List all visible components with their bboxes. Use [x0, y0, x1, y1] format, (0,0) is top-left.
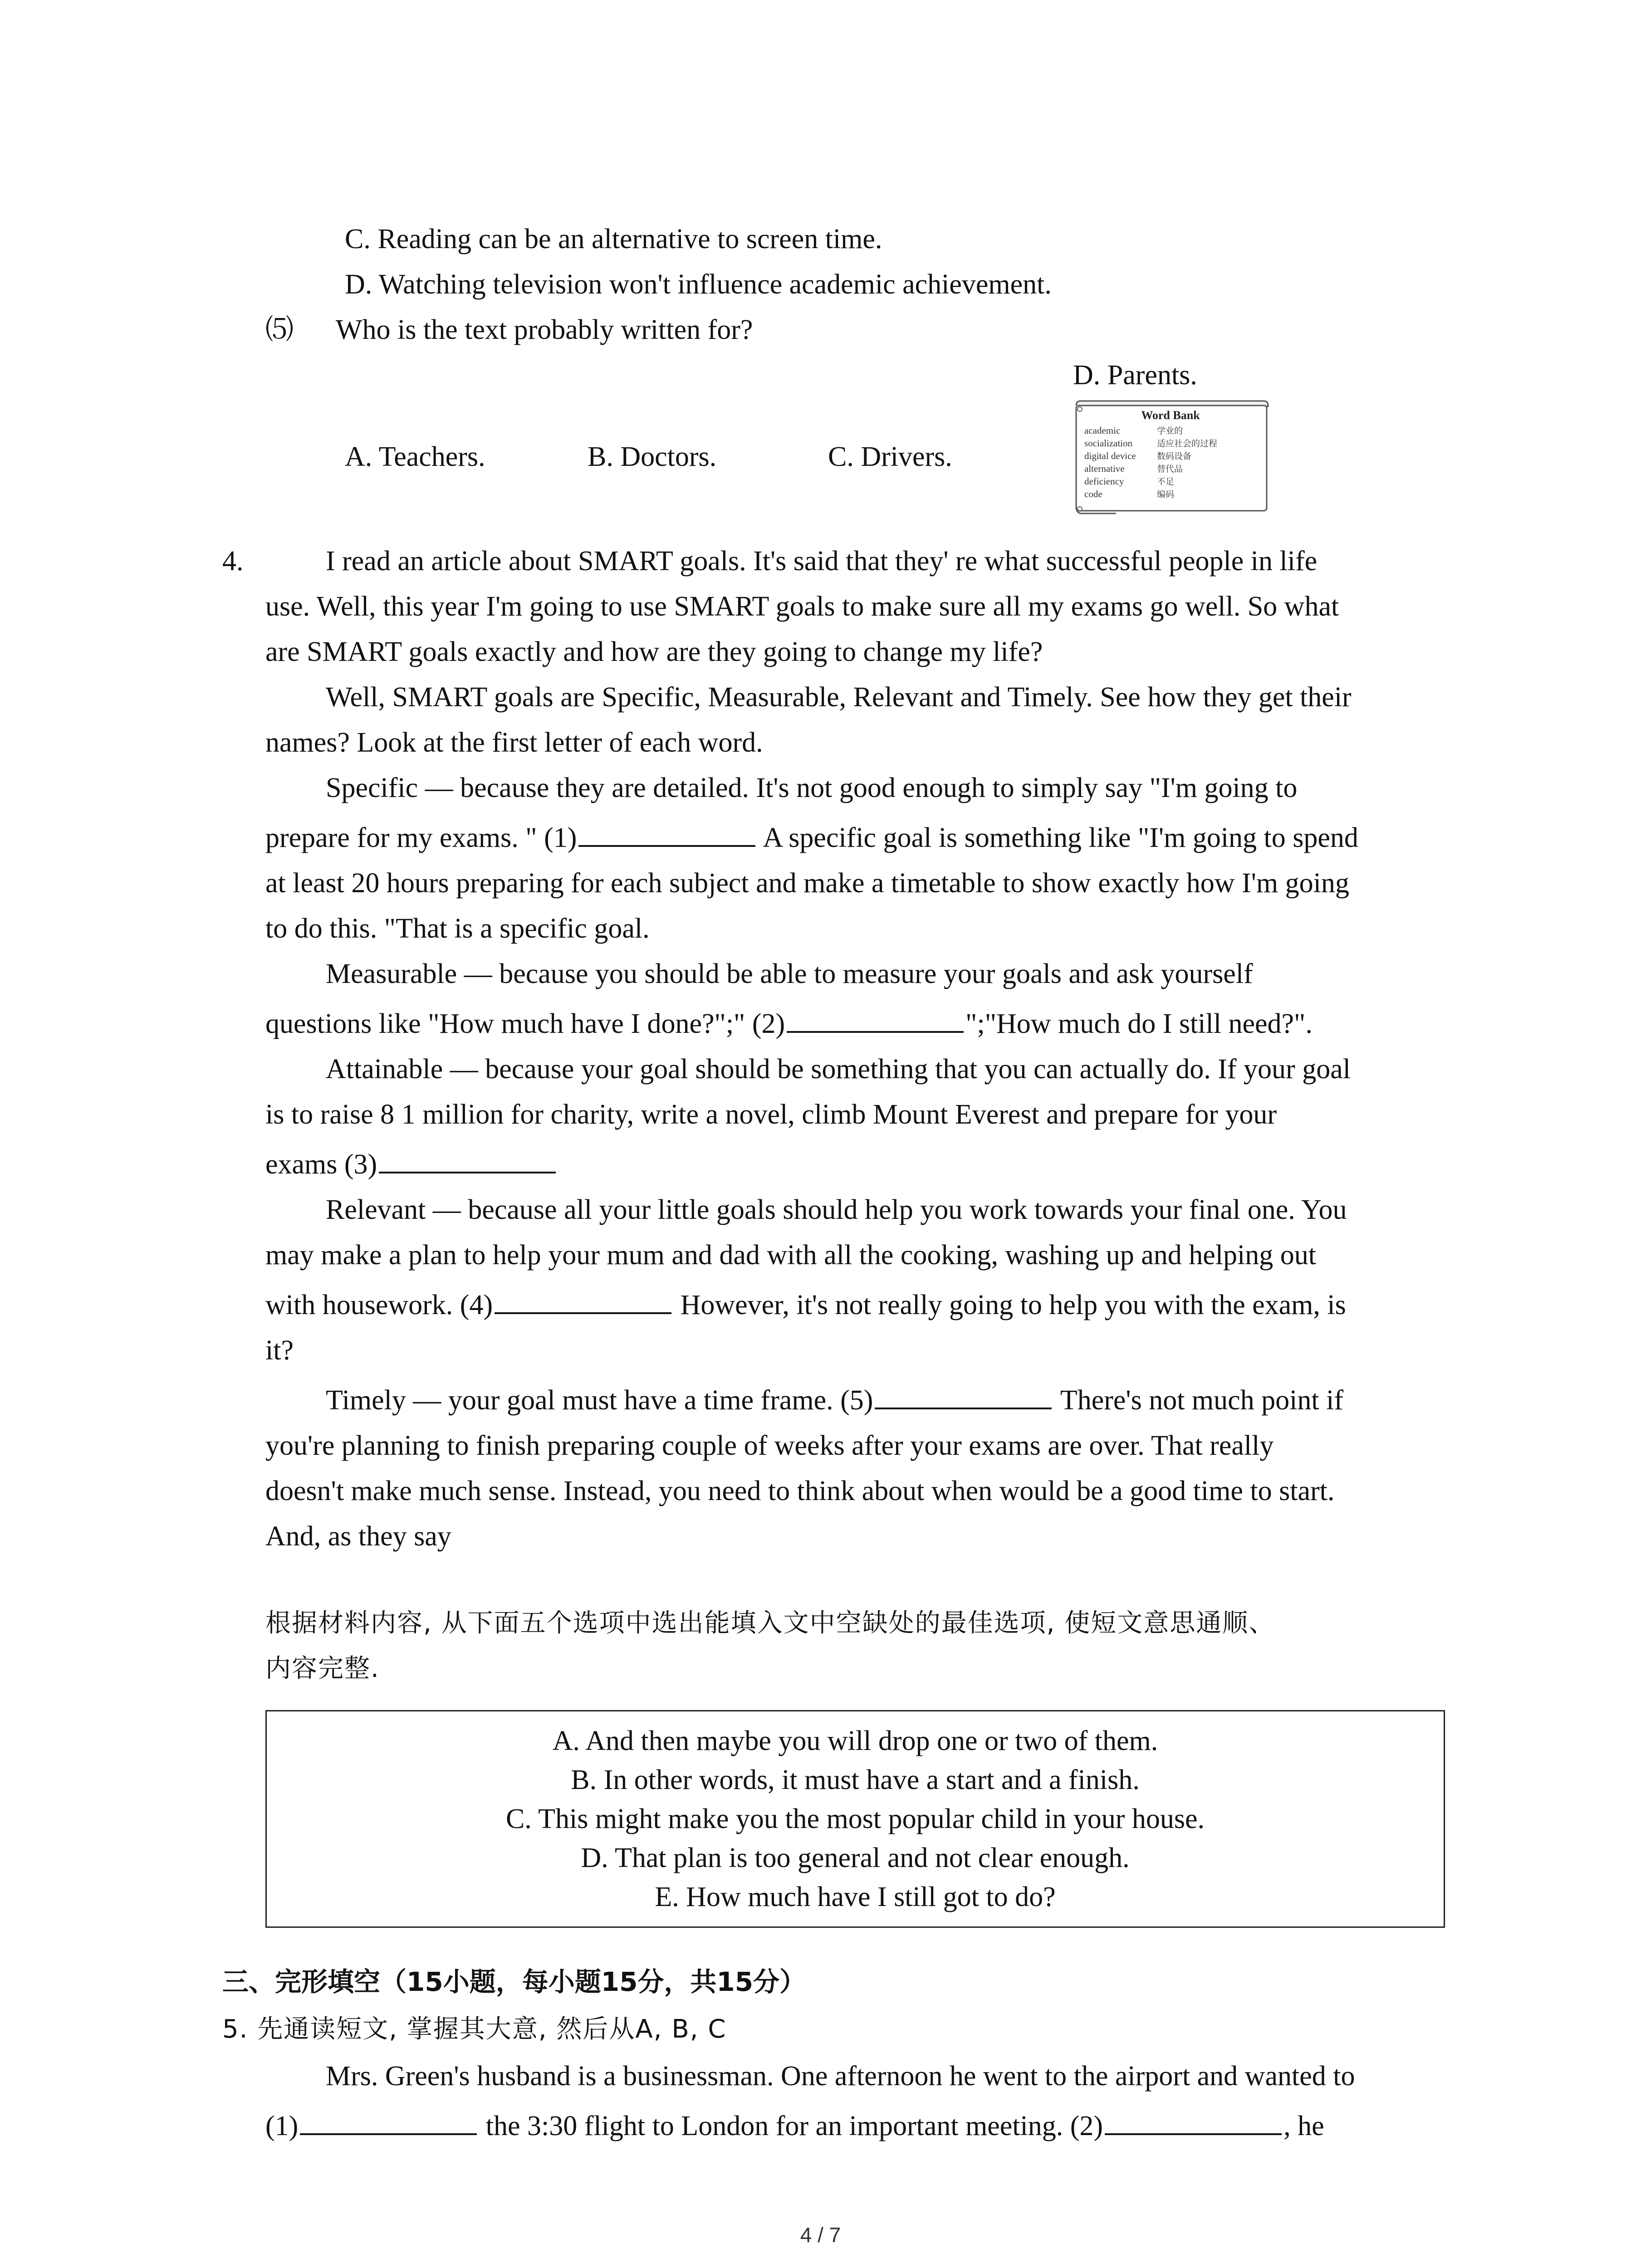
q4-options-box: [265, 1710, 1445, 1928]
q4-line-15: Relevant — because all your little goals should help you work towards your final one. You: [326, 1194, 1347, 1225]
q4-line-11-end: ";"How much do I still need?".: [965, 1008, 1313, 1039]
wb-zh-4: 不足: [1157, 477, 1175, 487]
q4-line-11-start: questions like "How much have I done?";" (2): [265, 1008, 785, 1039]
q4-line-19: [326, 1383, 1343, 1417]
word-bank-graphic: [1071, 399, 1270, 517]
q4-line-4: Well, SMART goals are Specific, Measurable, Relevant and Timely. See how they get their: [326, 682, 1352, 713]
q4-line-19-end: There's not much point if: [1053, 1385, 1343, 1416]
q3-option-d: D. Watching television won't influence academic achievement.: [345, 269, 1052, 300]
wb-en-5: code: [1084, 489, 1102, 499]
q4-line-7: [265, 821, 1358, 855]
q4-option-c: C. This might make you the most popular child in your house.: [505, 1804, 1205, 1834]
q4-line-3: are SMART goals exactly and how are they going to change my life?: [265, 636, 1043, 667]
q4-line-10: Measurable — because you should be able to measure your goals and ask yourself: [326, 958, 1253, 989]
q5-instruction: 5. 先通读短文, 掌握其大意, 然后从A, B, C: [222, 2014, 727, 2044]
q4-line-18: it?: [265, 1335, 294, 1366]
word-bank-scroll: [1071, 399, 1270, 517]
wb-en-1: socialization: [1084, 438, 1133, 449]
wb-zh-0: 学业的: [1157, 426, 1183, 436]
q4-line-14-start: exams (3): [265, 1149, 377, 1180]
wb-zh-3: 替代品: [1157, 464, 1183, 474]
q4-option-b: B. In other words, it must have a start and a finish.: [571, 1765, 1140, 1795]
q4-number: 4.: [222, 546, 244, 577]
q4-line-8: at least 20 hours preparing for each subject and make a timetable to show exactly how I'm going: [265, 868, 1349, 899]
wb-zh-1: 适应社会的过程: [1157, 439, 1218, 449]
q4-line-14: [265, 1148, 558, 1181]
wb-en-4: deficiency: [1084, 476, 1124, 487]
section-3-heading: 三、完形填空（15小题，每小题15分，共15分）: [222, 1966, 806, 1997]
q3-sub5-question: Who is the text probably written for?: [336, 314, 753, 345]
q4-line-1: I read an article about SMART goals. It's said that they' re what successful people in life: [326, 546, 1318, 577]
q4-line-22: And, as they say: [265, 1521, 451, 1552]
q4-line-13: is to raise 8 1 million for charity, write a novel, climb Mount Everest and prepare for your: [265, 1099, 1277, 1130]
q4-instruction-line-2: 内容完整.: [265, 1654, 380, 1683]
blank-1: [578, 821, 755, 847]
q4-option-e: E. How much have I still got to do?: [655, 1882, 1056, 1912]
q4-option-a: A. And then maybe you will drop one or two of them.: [552, 1725, 1158, 1756]
q4-line-7-end: A specific goal is something like "I'm going to spend: [757, 822, 1358, 853]
q4-line-17: [265, 1288, 1346, 1322]
q4-option-d: D. That plan is too general and not clear enough.: [581, 1843, 1130, 1873]
blank-3: [379, 1148, 556, 1173]
q5-line-1: Mrs. Green's husband is a businessman. One afternoon he went to the airport and wanted to: [326, 2061, 1355, 2092]
q4-line-17-end: However, it's not really going to help you with the exam, is: [673, 1290, 1346, 1320]
q5-line-2-start: (1): [265, 2111, 299, 2141]
q5-line-2-mid: the 3:30 flight to London for an important meeting. (2): [479, 2111, 1103, 2141]
q4-line-9: to do this. "That is a specific goal.: [265, 913, 650, 944]
q5-line-2-end: , he: [1283, 2111, 1324, 2141]
answer-a: A. Teachers.: [345, 441, 485, 472]
q5-blank-2: [1105, 2110, 1282, 2135]
q4-line-20: you're planning to finish preparing couple of weeks after your exams are over. That really: [265, 1430, 1274, 1461]
q5-line-2: [265, 2109, 1324, 2143]
wb-en-3: alternative: [1084, 463, 1125, 474]
q4-line-2: use. Well, this year I'm going to use SMART goals to make sure all my exams go well. So what: [265, 591, 1339, 622]
answer-d: D. Parents.: [1073, 360, 1197, 391]
wb-en-2: digital device: [1084, 450, 1136, 461]
q4-line-12: Attainable — because your goal should be something that you can actually do. If your goal: [326, 1054, 1351, 1085]
blank-4: [495, 1289, 671, 1314]
q3-sub5-number: ⑸: [265, 314, 294, 345]
wb-zh-5: 编码: [1157, 489, 1175, 499]
wb-en-0: academic: [1084, 425, 1121, 436]
q4-line-16: may make a plan to help your mum and dad with all the cooking, washing up and helping out: [265, 1240, 1316, 1271]
q4-line-17-start: with housework. (4): [265, 1290, 493, 1320]
q4-line-7-start: prepare for my exams. " (1): [265, 822, 577, 853]
q4-line-6: Specific — because they are detailed. It's not good enough to simply say "I'm going to: [326, 772, 1298, 803]
word-bank-title: Word Bank: [1141, 409, 1200, 422]
answer-b: B. Doctors.: [588, 441, 717, 472]
wb-zh-2: 数码设备: [1157, 451, 1192, 461]
q3-option-c: C. Reading can be an alternative to screen time.: [345, 224, 882, 254]
answer-c: C. Drivers.: [828, 441, 952, 472]
q4-instruction-line-1: 根据材料内容, 从下面五个选项中选出能填入文中空缺处的最佳选项, 使短文意思通顺、: [265, 1608, 1275, 1638]
blank-5: [875, 1384, 1052, 1409]
q4-line-21: doesn't make much sense. Instead, you need to think about when would be a good time to start.: [265, 1476, 1335, 1506]
q4-line-19-start: Timely — your goal must have a time frame. (5): [326, 1385, 873, 1416]
page-number: 4 / 7: [800, 2223, 841, 2247]
q4-line-11: [265, 1007, 1313, 1041]
q4-line-5: names? Look at the first letter of each word.: [265, 727, 763, 758]
q5-blank-1: [300, 2110, 477, 2135]
blank-2: [787, 1007, 964, 1033]
